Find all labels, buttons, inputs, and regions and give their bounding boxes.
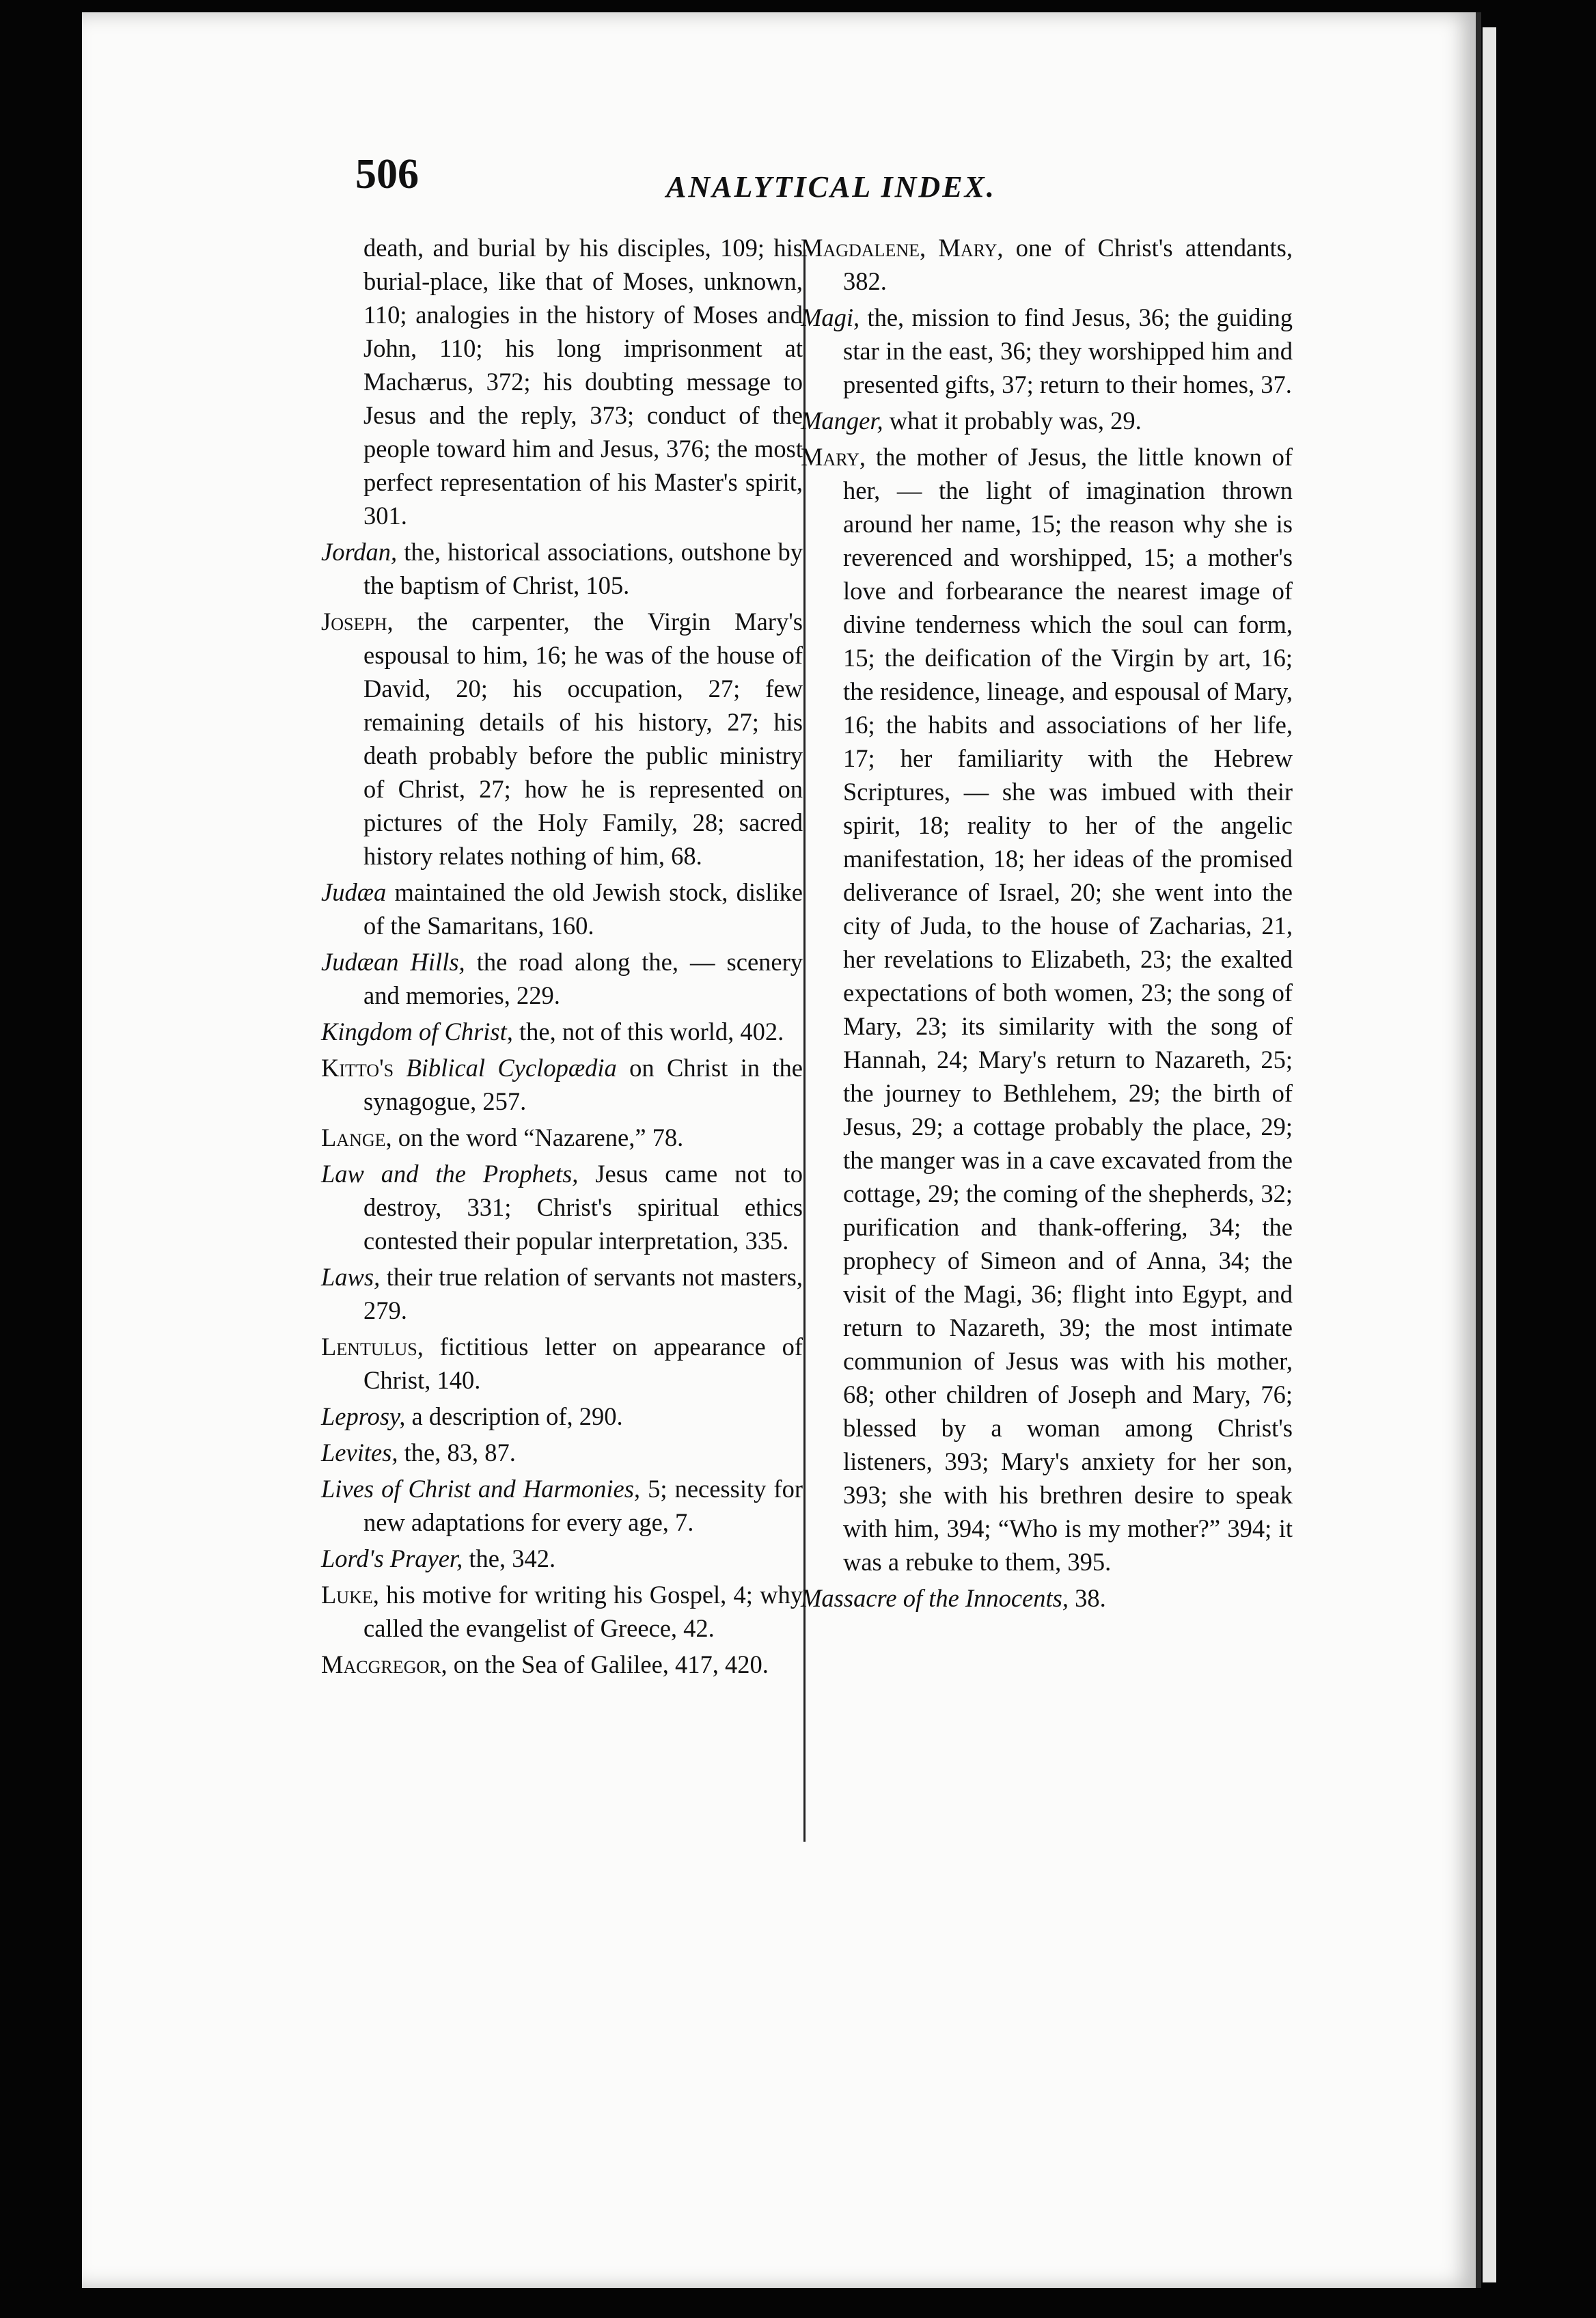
index-entry bbox=[321, 875, 803, 942]
index-entry-heading: Lange, bbox=[321, 1123, 392, 1151]
index-entry bbox=[321, 1121, 803, 1154]
index-entry-heading: Lord's Prayer, bbox=[321, 1544, 463, 1572]
index-entry-text: the, not of this world, 402. bbox=[512, 1018, 784, 1046]
index-entry-text: what it probably was, 29. bbox=[883, 407, 1142, 435]
index-entry-text: on Christ in the synagogue, 257. bbox=[363, 1054, 803, 1115]
index-entry bbox=[321, 1400, 803, 1433]
index-entry-heading: Magi, bbox=[801, 303, 860, 331]
index-entry bbox=[321, 1330, 803, 1397]
index-column-left bbox=[321, 231, 803, 1684]
index-entry bbox=[321, 1578, 803, 1645]
index-entry-heading: Kingdom of Christ, bbox=[321, 1018, 513, 1046]
index-entry bbox=[321, 1260, 803, 1327]
index-entry bbox=[801, 404, 1293, 437]
index-entry-text: on the word “Nazarene,” 78. bbox=[391, 1123, 684, 1151]
index-entry bbox=[801, 440, 1293, 1579]
index-entry-heading: Levites, bbox=[321, 1438, 398, 1467]
index-entry bbox=[801, 301, 1293, 401]
index-entry-text: 5; necessity for new adaptations for every age, 7. bbox=[363, 1475, 803, 1536]
index-entry-heading: Leprosy, bbox=[321, 1402, 406, 1430]
page-title: ANALYTICAL INDEX. bbox=[666, 170, 996, 204]
index-entry-text: fictitious letter on appearance of Christ, 140. bbox=[363, 1333, 803, 1394]
index-entry-heading: Lentulus, bbox=[321, 1333, 424, 1361]
index-entry-text: one of Christ's attendants, 382. bbox=[843, 234, 1293, 295]
index-entry-text: death, and burial by his disciples, 109; his burial-place, like that of Moses, unknown, 110; analogies in the history of Moses and John, 110; his long imprisonment at Machærus, 372; his doubting message to Jesus and the reply, 373; conduct of the people toward him and Jesus, 376; the most perfect representation of his Master's spirit, 301. bbox=[363, 234, 803, 530]
index-entry bbox=[801, 1581, 1293, 1615]
index-entry-text: the mother of Jesus, the little known of her, — the light of imagination thrown around her name, 15; the reason why she is reverenced and worshipped, 15; a mother's love and forbearance the nearest image of divine tenderness which the soul can form, 15; the deification of the Virgin by art, 16; the residence, lineage, and espousal of Mary, 16; the habits and associations of her life, 17; her familiarity with the Hebrew Scriptures, — she was imbued with their spirit, 18; reality to her of the angelic manifestation, 18; her ideas of the promised deliverance of Israel, 20; she went into the city of Juda, to the house of Zacharias, 21, her revelations to Elizabeth, 23; the exalted expectations of both women, 23; the song of Mary, 23; its similarity with the song of Hannah, 24; Mary's return to Nazareth, 25; the journey to Bethlehem, 29; the birth of Jesus, 29; a cottage probably the place, 29; the manger was in a cave excavated from the cottage, 29; the coming of the shepherds, 32; purification and thank-offering, 34; the prophecy of Simeon and of Anna, 34; the visit of the Magi, 36; flight into Egypt, and return to Nazareth, 39; the most intimate communion of Jesus was with his mother, 68; other children of Joseph and Mary, 76; blessed by a woman among Christ's listeners, 393; Mary's anxiety for her son, 393; she with his brethren desire to speak with him, 394; “Who is my mother?” 394; it was a rebuke to them, 395. bbox=[843, 443, 1293, 1576]
index-entry-text: 38. bbox=[1068, 1584, 1106, 1612]
index-entry-text: a description of, 290. bbox=[405, 1402, 623, 1430]
adjacent-page-edge bbox=[1483, 27, 1496, 2282]
index-entry-text: on the Sea of Galilee, 417, 420. bbox=[447, 1650, 769, 1678]
index-entry bbox=[321, 1472, 803, 1539]
index-entry bbox=[321, 605, 803, 873]
index-entry-title: Biblical Cyclopædia bbox=[406, 1054, 617, 1082]
index-entry bbox=[321, 1051, 803, 1118]
index-entry-heading: Kitto's bbox=[321, 1054, 394, 1082]
index-entry-text: the carpenter, the Virgin Mary's espousal to him, 16; he was of the house of David, 20; his occupation, 27; few remaining details of his history, 27; his death probably before the public ministry of Christ, 27; how he is represented on pictures of the Holy Family, 28; sacred history relates nothing of him, 68. bbox=[363, 608, 803, 870]
index-entry bbox=[801, 231, 1293, 298]
index-entry bbox=[321, 1157, 803, 1257]
index-entry-text: the road along the, — scenery and memories, 229. bbox=[363, 948, 803, 1009]
index-column-right bbox=[801, 231, 1293, 1618]
index-entry-text: the, 83, 87. bbox=[398, 1438, 516, 1467]
index-entry-heading: Laws, bbox=[321, 1263, 381, 1291]
index-entry-text: maintained the old Jewish stock, dislike of the Samaritans, 160. bbox=[363, 878, 803, 940]
page-number: 506 bbox=[355, 151, 419, 197]
index-entry-text: the, historical associations, outshone by the baptism of Christ, 105. bbox=[363, 538, 803, 599]
index-entry-heading: Massacre of the Innocents, bbox=[801, 1584, 1069, 1612]
index-entry-text: their true relation of servants not masters, 279. bbox=[363, 1263, 803, 1324]
index-entry-text: Jesus came not to destroy, 331; Christ's spiritual ethics contested their popular interpretation, 335. bbox=[363, 1160, 803, 1255]
index-entry-heading: Magdalene, Mary, bbox=[801, 234, 1004, 262]
index-entry-heading: Lives of Christ and Harmonies, bbox=[321, 1475, 641, 1503]
index-entry-heading: Manger, bbox=[801, 407, 883, 435]
index-entry bbox=[321, 945, 803, 1012]
index-entry-heading: Macgregor, bbox=[321, 1650, 448, 1678]
index-entry bbox=[321, 1015, 803, 1048]
index-entry bbox=[321, 1648, 803, 1681]
index-entry-heading: Joseph, bbox=[321, 608, 394, 636]
index-entry-heading: Luke, bbox=[321, 1581, 379, 1609]
index-entry-heading: Jordan, bbox=[321, 538, 398, 566]
index-entry-text: the, 342. bbox=[463, 1544, 556, 1572]
index-entry-heading: Judæa bbox=[321, 878, 387, 906]
index-entry bbox=[321, 1542, 803, 1575]
index-entry bbox=[321, 1436, 803, 1469]
index-entry-heading: Law and the Prophets, bbox=[321, 1160, 579, 1188]
index-entry-text: the, mission to find Jesus, 36; the guiding star in the east, 36; they worshipped him and presented gifts, 37; return to their homes, 37. bbox=[843, 303, 1293, 398]
index-entry-heading: Judæan Hills, bbox=[321, 948, 465, 976]
index-entry bbox=[321, 231, 803, 532]
index-entry-text: his motive for writing his Gospel, 4; why called the evangelist of Greece, 42. bbox=[363, 1581, 803, 1642]
index-entry-heading: Mary, bbox=[801, 443, 866, 471]
index-entry bbox=[321, 535, 803, 602]
